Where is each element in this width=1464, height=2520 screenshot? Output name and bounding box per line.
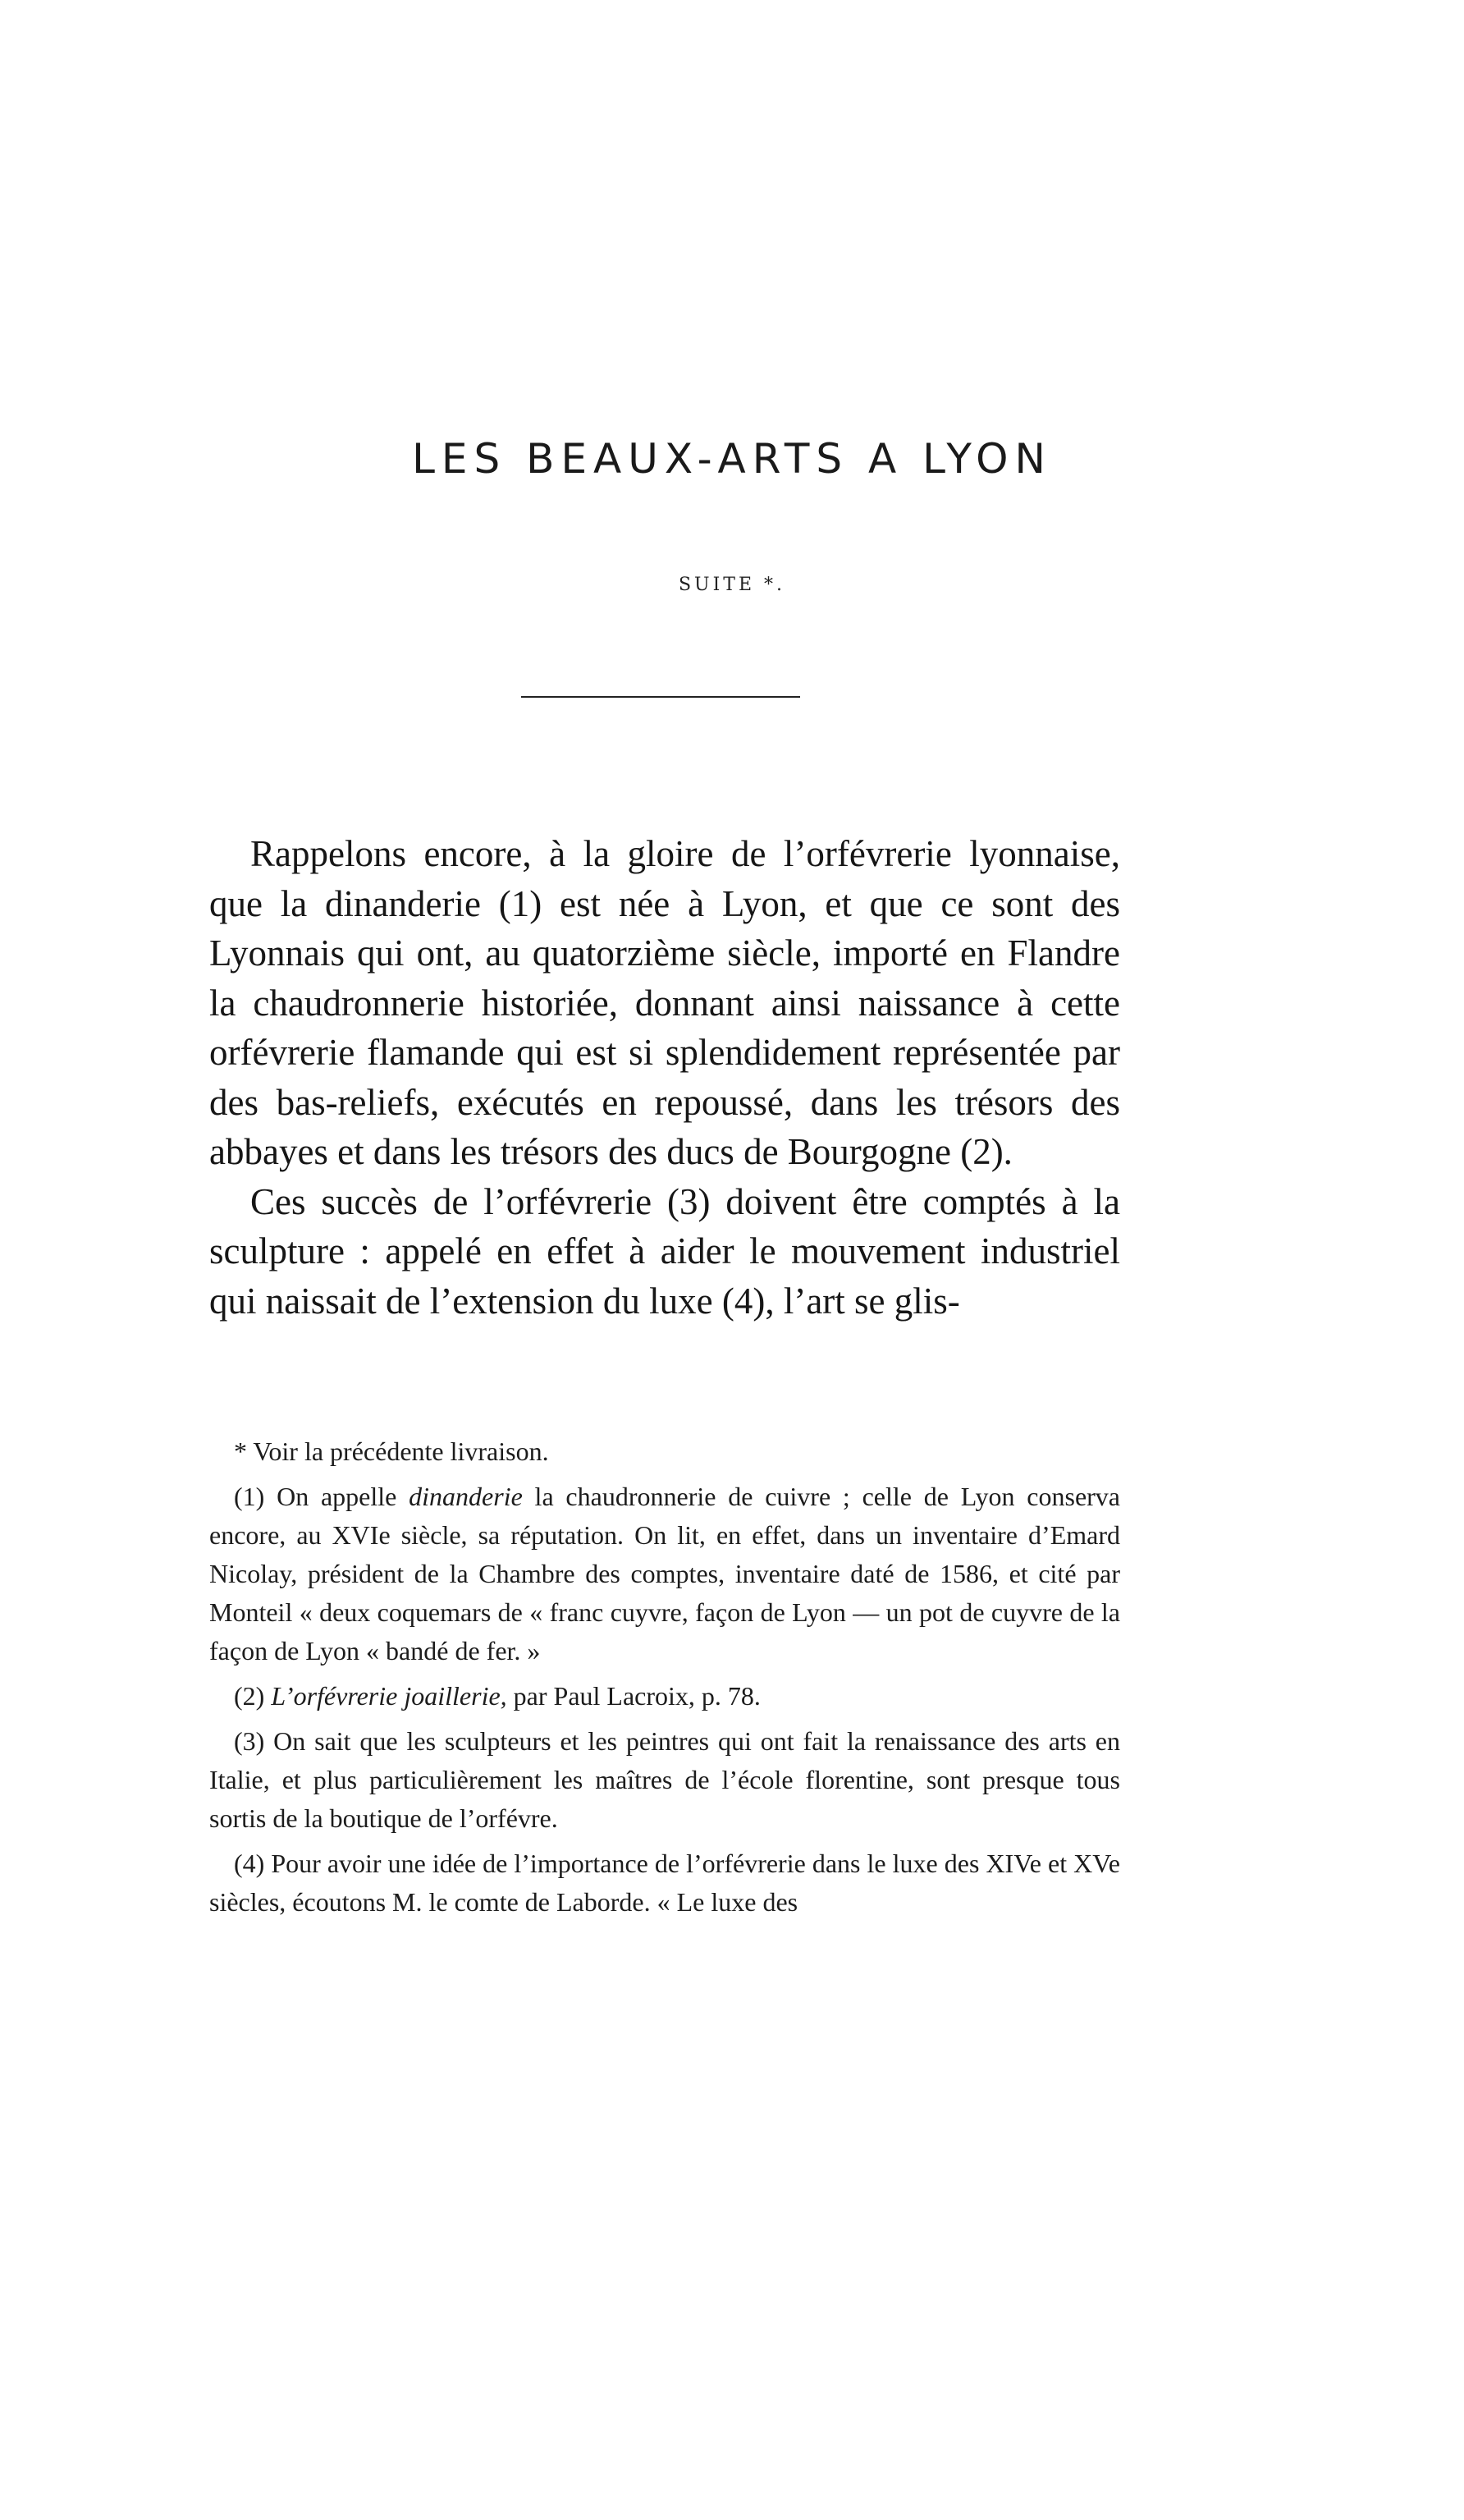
footnote-2: [209, 1677, 1120, 1716]
article-subtitle: SUITE *.: [678, 575, 786, 595]
footnote-2-rest: par Paul Lacroix, p. 78.: [506, 1681, 761, 1711]
footnote-1-term: dinanderie: [409, 1482, 523, 1511]
footnote-star: * Voir la précédente livraison.: [234, 1436, 549, 1466]
title-divider: [521, 696, 800, 698]
footnote-1-rest: la chaudronnerie de cuivre ; celle de Lyon conserva encore, au XVIe siècle, sa réputation. On lit, en effet, dans un inventaire d’Emard Nicolay, président de la Chambre des comptes, inventaire daté de 1586, et cité par Monteil « deux coquemars de « franc cuyvre, façon de Lyon — un pot de cuyvre de la façon de Lyon « bandé de fer. »: [209, 1482, 1121, 1665]
footnote-4: (4) Pour avoir une idée de l’importance de l’orfévrerie dans le luxe des XIVe et XVe siècles, écoutons M. le comte de Laborde. « Le luxe des: [209, 1849, 1120, 1917]
footnote-3: (3) On sait que les sculpteurs et les peintres qui ont fait la renaissance des arts en Italie, et plus particulièrement les maîtres de l’école florentine, sont presque tous sortis de la boutique de l’orfévre.: [209, 1726, 1120, 1833]
footnote-2-prefix: (2): [234, 1681, 272, 1711]
footnote-1: [209, 1478, 1120, 1670]
paragraph-1: Rappelons encore, à la gloire de l’orfévrerie lyonnaise, que la dinanderie (1) est née à Lyon, et que ce sont des Lyonnais qui ont, au quatorzième siècle, importé en Flandre la chaudronnerie historiée, donnant ainsi naissance à cette orfévrerie flamande qui est si splendidement représentée par des bas-reliefs, exécutés en repoussé, dans les trésors des abbayes et dans les trésors des ducs de Bourgogne (2).: [209, 833, 1120, 1172]
main-text: [209, 829, 1120, 1326]
footnotes: [209, 1432, 1120, 1922]
footnote-2-work: L’orfévrerie joaillerie,: [271, 1681, 507, 1711]
paragraph-2: Ces succès de l’orfévrerie (3) doivent être comptés à la sculpture : appelé en effet à aider le mouvement industriel qui naissait de l’extension du luxe (4), l’art se glis-: [209, 1180, 1120, 1322]
footnote-1-prefix: (1) On appelle: [234, 1482, 409, 1511]
article-title: LES BEAUX-ARTS A LYON: [412, 435, 1052, 483]
